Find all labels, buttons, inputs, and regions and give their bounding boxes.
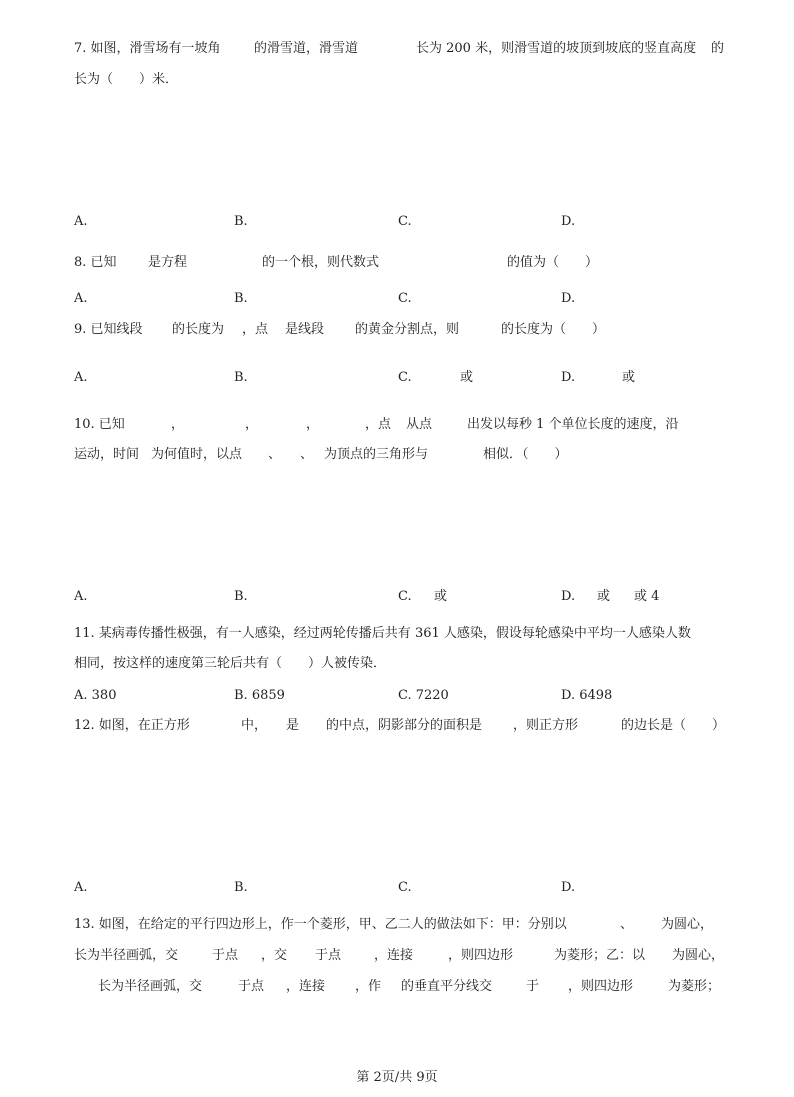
- q11-text: 相同，按这样的速度第三轮后共有（ ）人被传染．: [74, 656, 387, 671]
- option-d: D.: [561, 589, 576, 604]
- q7-text: 长为（ ）米．: [74, 72, 179, 87]
- q10-text: ，: [306, 417, 320, 432]
- option-c: C.: [398, 291, 412, 306]
- q12-text: 的边长是（ ）: [621, 718, 726, 733]
- option-d: D.: [561, 880, 576, 895]
- q13-text: ，连接: [374, 948, 414, 963]
- option-c: C. 7220: [398, 688, 449, 703]
- option-d-or: 或: [597, 589, 611, 604]
- q13-text: 为菱形；: [668, 979, 721, 994]
- q13-text: ，作: [355, 979, 382, 994]
- q7-text: 的: [711, 41, 725, 56]
- option-c: C.: [398, 214, 412, 229]
- q8-text: 是方程: [148, 255, 188, 270]
- q13-text: 于点: [315, 948, 342, 963]
- q10-text: 为顶点的三角形与: [324, 447, 429, 462]
- q7-text: 7. 如图，滑雪场有一坡角: [74, 41, 221, 56]
- q13-text: 、: [620, 917, 634, 932]
- option-b: B.: [234, 291, 248, 306]
- option-b: B. 6859: [234, 688, 285, 703]
- q7-text: 的滑雪道，滑雪道: [254, 41, 359, 56]
- q11-text: 11. 某病毒传播性极强，有一人感染，经过两轮传播后共有 361 人感染，假设每轮感染中平均一人感染人数: [74, 626, 691, 641]
- q10-text: 10. 已知: [74, 417, 125, 432]
- q10-text: ，: [171, 417, 185, 432]
- q13-text: ，交: [261, 948, 288, 963]
- option-a: A.: [74, 589, 88, 604]
- q9-text: ，点: [242, 322, 269, 337]
- option-d: D. 6498: [561, 688, 613, 703]
- q10-text: 相似．（ ）: [483, 447, 568, 462]
- option-c: C.: [398, 370, 412, 385]
- q12-text: 中，: [241, 718, 268, 733]
- q10-text: 、: [300, 447, 314, 462]
- q8-text: 8. 已知: [74, 255, 117, 270]
- q13-text: 于: [526, 979, 540, 994]
- q12-text: 12. 如图，在正方形: [74, 718, 190, 733]
- option-b: B.: [234, 589, 248, 604]
- q8-text: 的值为（ ）: [507, 255, 599, 270]
- q10-text: 从点: [406, 417, 433, 432]
- option-c: C.: [398, 880, 412, 895]
- q10-text: 运动，时间: [74, 447, 140, 462]
- option-a: A.: [74, 291, 88, 306]
- q13-text: 的垂直平分线交: [401, 979, 493, 994]
- q10-text: ，: [245, 417, 259, 432]
- q10-text: 、: [268, 447, 282, 462]
- q13-text: 13. 如图，在给定的平行四边形上，作一个菱形，甲、乙二人的做法如下：甲：分别以: [74, 917, 567, 932]
- q10-text: 为何值时，以点: [151, 447, 243, 462]
- q9-text: 的长度为（ ）: [501, 322, 606, 337]
- q13-text: 为菱形；乙：以: [554, 948, 646, 963]
- page-number: 第 2页/共 9页: [356, 1070, 438, 1085]
- option-a: A.: [74, 880, 88, 895]
- q13-text: 长为半径画弧，交: [74, 948, 179, 963]
- q13-text: ，连接: [286, 979, 326, 994]
- q13-text: 于点: [238, 979, 265, 994]
- q8-text: 的一个根，则代数式: [262, 255, 380, 270]
- option-b: B.: [234, 370, 248, 385]
- option-d: D.: [561, 214, 576, 229]
- q13-text: 为圆心，: [661, 917, 714, 932]
- q13-text: ，则四边形: [448, 948, 514, 963]
- q12-text: ，则正方形: [513, 718, 579, 733]
- q9-text: 的长度为: [172, 322, 225, 337]
- option-a: A. 380: [74, 688, 117, 703]
- q7-text: 长为 200 米，则滑雪道的坡顶到坡底的竖直高度: [416, 41, 697, 56]
- q12-text: 是: [286, 718, 300, 733]
- q9-text: 的黄金分割点，则: [355, 322, 460, 337]
- option-c: C.: [398, 589, 412, 604]
- q13-text: 长为半径画弧，交: [98, 979, 203, 994]
- q9-text: 是线段: [285, 322, 325, 337]
- option-a: A.: [74, 370, 88, 385]
- option-c-or: 或: [434, 589, 448, 604]
- option-b: B.: [234, 214, 248, 229]
- q13-text: 于点: [212, 948, 239, 963]
- q12-text: 的中点，阴影部分的面积是: [326, 718, 483, 733]
- option-b: B.: [234, 880, 248, 895]
- q13-text: ，则四边形: [568, 979, 634, 994]
- option-a: A.: [74, 214, 88, 229]
- q10-text: ，点: [365, 417, 392, 432]
- option-c-or: 或: [460, 370, 474, 385]
- q9-text: 9. 已知线段: [74, 322, 143, 337]
- option-d: D.: [561, 291, 576, 306]
- option-d-or-4: 或 4: [634, 589, 660, 604]
- q10-text: 出发以每秒 1 个单位长度的速度，沿: [467, 417, 679, 432]
- q13-text: 为圆心，: [672, 948, 725, 963]
- option-d: D.: [561, 370, 576, 385]
- option-d-or: 或: [622, 370, 636, 385]
